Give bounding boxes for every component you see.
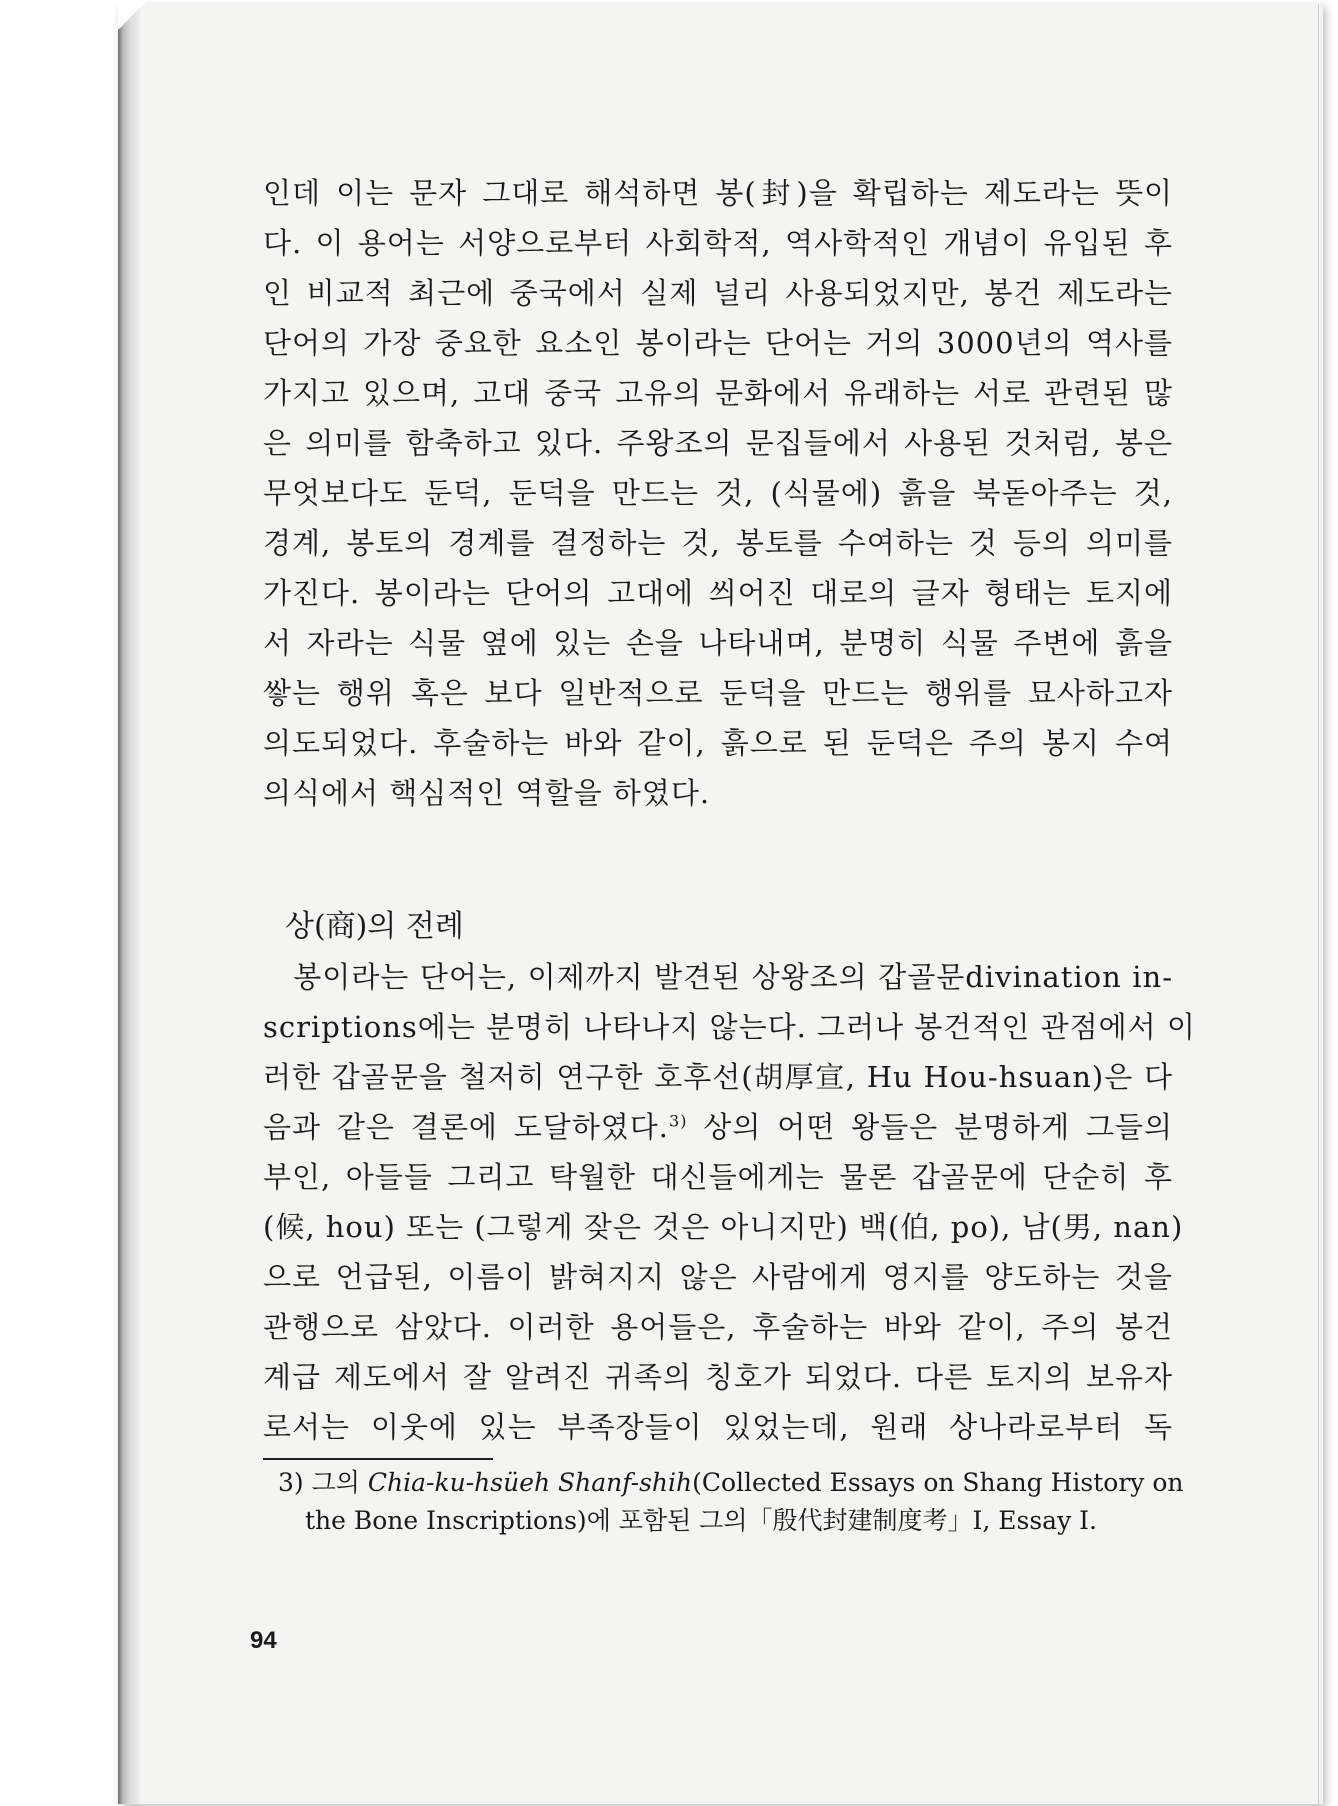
book-spine-edge bbox=[118, 4, 140, 1804]
page-number: 94 bbox=[250, 1627, 277, 1654]
paragraph-1-line: 인데 이는 문자 그대로 해석하면 봉(封)을 확립하는 제도라는 뜻이 bbox=[263, 176, 1173, 210]
footnote-line-2: the Bone Inscriptions)에 포함된 그의「殷代封建制度考」Ⅰ, Essay Ⅰ. bbox=[305, 1506, 1097, 1535]
footnote-lead: 그의 bbox=[311, 1468, 360, 1497]
paragraph-1-line: 가지고 있으며, 고대 중국 고유의 문화에서 유래하는 서로 관련된 많 bbox=[263, 376, 1173, 410]
footnote-divider bbox=[263, 1458, 493, 1460]
footnote-line-1-rest: (Collected Essays on Shang History on bbox=[692, 1468, 1184, 1497]
paragraph-1-line: 의식에서 핵심적인 역할을 하였다. bbox=[263, 776, 711, 810]
paragraph-2-line: 관행으로 삼았다. 이러한 용어들은, 후술하는 바와 같이, 주의 봉건 bbox=[263, 1310, 1173, 1344]
footnote bbox=[278, 1464, 1184, 1540]
paragraph-1-line: 무엇보다도 둔덕, 둔덕을 만드는 것, (식물에) 흙을 북돋아주는 것, bbox=[263, 476, 1173, 510]
paragraph-2-line: 으로 언급된, 이름이 밝혀지지 않은 사람에게 영지를 양도하는 것을 bbox=[263, 1260, 1173, 1294]
paragraph-1-line: 가진다. 봉이라는 단어의 고대에 씌어진 대로의 글자 형태는 토지에 bbox=[263, 576, 1173, 610]
paragraph-1-line: 은 의미를 함축하고 있다. 주왕조의 문집들에서 사용된 것처럼, 봉은 bbox=[263, 426, 1173, 460]
page-corner bbox=[118, 0, 148, 30]
section-heading: 상(商)의 전례 bbox=[285, 909, 464, 944]
footnote-number: 3) bbox=[278, 1468, 304, 1497]
paragraph-2-line: 계급 제도에서 잘 알려진 귀족의 칭호가 되었다. 다른 토지의 보유자 bbox=[263, 1360, 1173, 1394]
footnote-reference[interactable]: 3) bbox=[669, 1111, 688, 1131]
paragraph-2-line-end: 상의 어떤 왕들은 분명하게 그들의 bbox=[687, 1110, 1173, 1144]
paragraph-1-line: 경계, 봉토의 경계를 결정하는 것, 봉토를 수여하는 것 등의 의미를 bbox=[263, 526, 1173, 560]
paragraph-2-line: 부인, 아들들 그리고 탁월한 대신들에게는 물론 갑골문에 단순히 후 bbox=[263, 1160, 1173, 1194]
paragraph-2-line: 러한 갑골문을 철저히 연구한 호후선(胡厚宣, Hu Hou-hsuan)은 다 bbox=[263, 1060, 1173, 1094]
paragraph-1 bbox=[263, 168, 1173, 818]
footnote-title: Chia-ku-hsüeh Shanf-shih bbox=[367, 1468, 693, 1497]
paragraph-2-line-with-footnote bbox=[263, 1102, 1173, 1152]
paragraph-1-line: 다. 이 용어는 서양으로부터 사회학적, 역사학적인 개념이 유입된 후 bbox=[263, 226, 1173, 260]
paragraph-2-line-start: 음과 같은 결론에 도달하였다. bbox=[263, 1110, 670, 1144]
paragraph-2-line: (候, hou) 또는 (그렇게 잦은 것은 아니지만) 백(伯, po), 남(男, nan) bbox=[263, 1210, 1184, 1244]
paragraph-2-line: scriptions에는 분명히 나타나지 않는다. 그러나 봉건적인 관점에서 이 bbox=[263, 1010, 1196, 1044]
paragraph-1-line: 인 비교적 최근에 중국에서 실제 널리 사용되었지만, 봉건 제도라는 bbox=[263, 276, 1173, 310]
paragraph-1-line: 의도되었다. 후술하는 바와 같이, 흙으로 된 둔덕은 주의 봉지 수여 bbox=[263, 726, 1173, 760]
paragraph-2 bbox=[263, 952, 1196, 1452]
paragraph-1-line: 단어의 가장 중요한 요소인 봉이라는 단어는 거의 3000년의 역사를 bbox=[263, 326, 1173, 360]
paragraph-1-line: 서 자라는 식물 옆에 있는 손을 나타내며, 분명히 식물 주변에 흙을 bbox=[263, 626, 1173, 660]
footnote-line-1 bbox=[278, 1464, 1184, 1502]
paragraph-2-line: 로서는 이웃에 있는 부족장들이 있었는데, 원래 상나라로부터 독 bbox=[263, 1410, 1173, 1444]
paragraph-1-line: 쌓는 행위 혹은 보다 일반적으로 둔덕을 만드는 행위를 묘사하고자 bbox=[263, 676, 1173, 710]
paragraph-2-line: 봉이라는 단어는, 이제까지 발견된 상왕조의 갑골문divination in- bbox=[263, 960, 1173, 994]
